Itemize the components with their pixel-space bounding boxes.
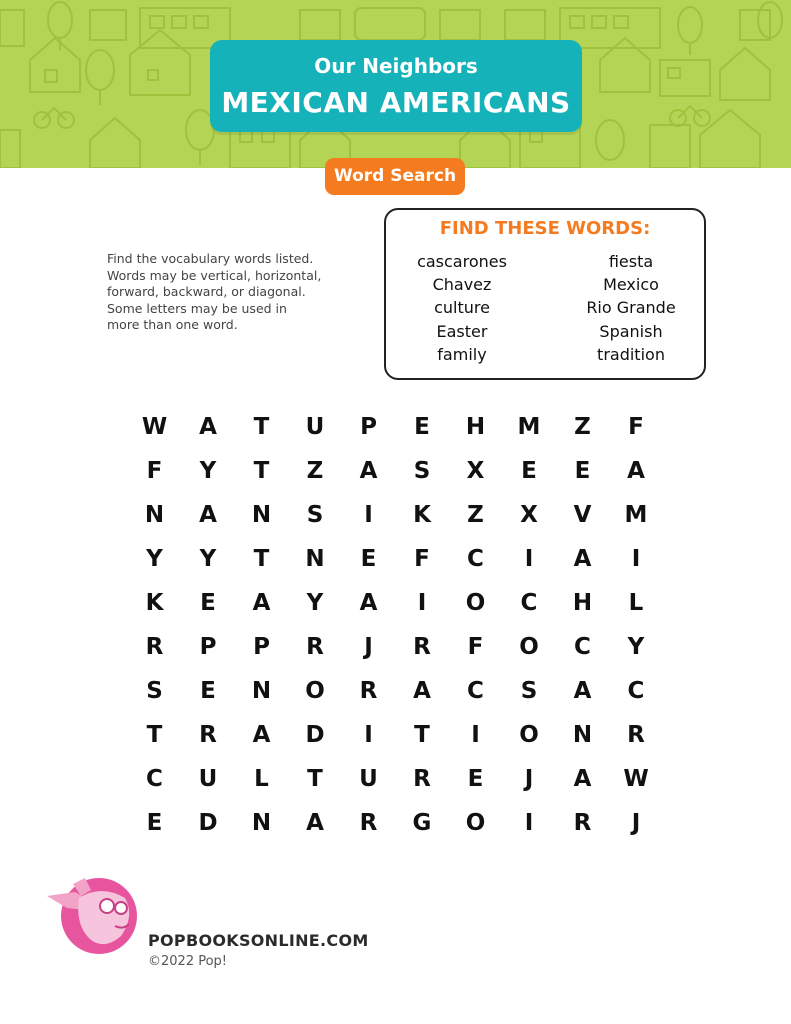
grid-letter: R [145,634,164,660]
grid-letter: N [251,678,272,704]
grid-letter: T [414,722,430,748]
grid-letter: C [520,590,538,616]
grid-letter: W [623,766,649,792]
grid-letter: O [465,590,486,616]
grid-letter: A [199,414,217,440]
grid-letter: Y [199,546,217,572]
word-item: Easter [436,321,488,341]
grid-letter: S [306,502,324,528]
grid-letter: N [144,502,165,528]
grid-letter: N [251,502,272,528]
grid-letter: J [631,810,641,836]
grid-letter: I [524,546,534,572]
grid-letter: S [520,678,538,704]
grid-letter: I [364,722,373,748]
grid-letter: F [414,546,430,572]
grid-letter: M [624,502,648,528]
grid-letter: X [466,458,485,484]
grid-letter: L [628,590,644,616]
pop-kangaroo-logo-icon [45,874,147,956]
grid-letter: Z [467,502,484,528]
grid-letter: U [359,766,378,792]
grid-letter: C [574,634,591,660]
grid-letter: P [253,634,270,660]
grid-letter: E [200,590,216,616]
grid-letter: O [519,722,539,748]
grid-letter: A [306,810,324,836]
grid-letter: H [465,414,486,440]
grid-letter: A [252,590,271,616]
grid-letter: A [573,546,592,572]
grid-letter: A [359,458,378,484]
grid-letter: T [253,546,270,572]
grid-letter: A [573,678,592,704]
grid-letter: Y [627,634,645,660]
word-item: tradition [597,344,665,364]
grid-letter: E [146,810,163,836]
grid-letter: N [305,546,325,572]
grid-letter: I [524,810,534,836]
grid-letter: R [199,722,217,748]
word-list-right-column [551,250,711,366]
grid-letter: P [360,414,377,440]
grid-letter: J [524,766,534,792]
grid-letter: U [198,766,218,792]
grid-letter: T [253,414,270,440]
word-item: Spanish [599,321,663,341]
title-banner [210,40,582,132]
grid-letter: I [364,502,373,528]
instructions-text: Find the vocabulary words listed. Words may be vertical, horizontal, forward, backward, or diagonal. Some letters may be used in more than one word. [107,251,322,332]
grid-letter: R [413,766,431,792]
grid-letter: F [467,634,484,660]
grid-letter: A [252,722,271,748]
grid-letter: A [359,590,378,616]
grid-letter: M [517,414,541,440]
grid-letter: R [627,722,645,748]
grid-letter: T [146,722,163,748]
grid-letter: C [467,678,484,704]
word-list-left-column [382,250,542,366]
grid-letter: V [573,502,592,528]
grid-letter: A [627,458,645,484]
grid-letter: O [305,678,325,704]
grid-letter: Y [199,458,217,484]
grid-letter: R [306,634,324,660]
grid-letter: U [305,414,325,440]
word-item: family [437,344,487,364]
grid-letter: S [146,678,163,704]
grid-letter: I [631,546,641,572]
word-item: Mexico [603,275,659,295]
grid-letter: E [414,414,430,440]
grid-letter: T [307,766,323,792]
grid-letter: N [572,722,593,748]
page-title: MEXICAN AMERICANS [221,86,571,119]
grid-letter: Z [574,414,591,440]
grid-letter: T [253,458,270,484]
grid-letter: E [200,678,216,704]
word-list-title: FIND THESE WORDS: [439,218,651,239]
grid-letter: C [146,766,163,792]
grid-letter: P [199,634,217,660]
grid-letter: Z [306,458,324,484]
word-item: Chavez [432,275,492,295]
grid-letter: A [199,502,217,528]
grid-letter: E [360,546,377,572]
grid-letter: X [520,502,538,528]
grid-letter: W [141,414,168,440]
grid-letter: G [412,810,432,836]
grid-letter: F [146,458,163,484]
activity-tag: Word Search [325,158,465,195]
grid-letter: Y [306,590,324,616]
word-item: fiesta [608,252,654,271]
grid-letter: E [574,458,591,484]
copyright-text: ©2022 Pop! [148,954,228,969]
grid-letter: D [305,722,325,748]
grid-letter: R [573,810,592,836]
word-list-box [384,208,706,380]
grid-letter: R [359,678,378,704]
grid-letter: A [573,766,592,792]
grid-letter: F [628,414,644,440]
grid-letter: O [465,810,486,836]
grid-letter: A [413,678,431,704]
word-item: cascarones [417,252,507,271]
grid-letter: D [198,810,218,836]
grid-letter: C [627,678,645,704]
word-item: Rio Grande [586,298,676,318]
grid-letter: I [417,590,427,616]
grid-letter: O [519,634,539,660]
grid-letter: J [364,634,373,660]
grid-letter: I [471,722,480,748]
grid-letter: K [413,502,431,528]
grid-letter: R [359,810,378,836]
grid-letter: C [467,546,484,572]
word-item: culture [434,298,490,318]
grid-letter: N [251,810,272,836]
grid-letter: E [521,458,537,484]
series-subtitle: Our Neighbors [314,54,478,78]
grid-letter: S [413,458,431,484]
grid-letter: H [572,590,593,616]
grid-letter: L [254,766,269,792]
website-link[interactable]: POPBOOKSONLINE.COM [148,931,369,950]
grid-letter: K [145,590,164,616]
grid-letter: Y [146,546,163,572]
grid-letter: R [413,634,431,660]
grid-letter: E [467,766,484,792]
